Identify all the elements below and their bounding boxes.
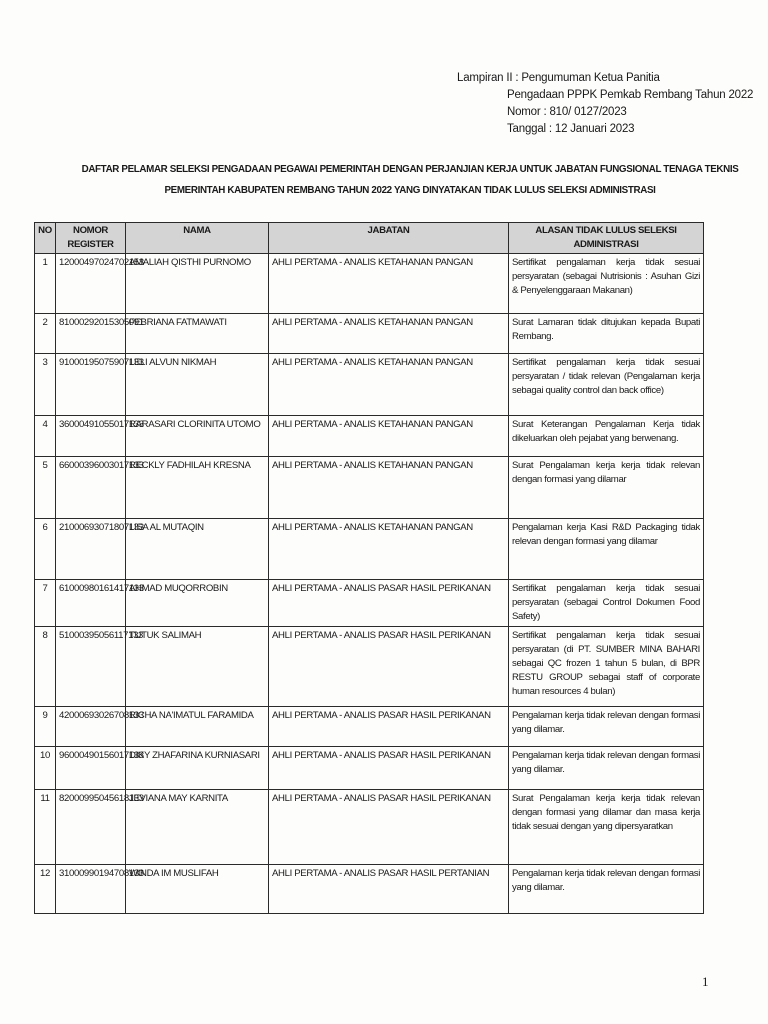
row-register: 31000990194708133 [56, 865, 126, 914]
header-alasan: ALASAN TIDAK LULUS SELEKSI ADMINISTRASI [509, 223, 704, 254]
row-no: 11 [35, 790, 56, 865]
row-nama: LISA AL MUTAQIN [126, 519, 269, 580]
row-register: 91000195075907133 [56, 354, 126, 416]
row-alasan: Pengalaman kerja tidak relevan dengan formasi yang dilamar. [509, 865, 704, 914]
row-register: 42000693026708133 [56, 707, 126, 747]
row-no: 7 [35, 580, 56, 627]
row-jabatan: AHLI PERTAMA - ANALIS KETAHANAN PANGAN [269, 354, 509, 416]
table-row [35, 314, 704, 354]
row-nama: RICHA NA'IMATUL FARAMIDA [126, 707, 269, 747]
row-jabatan: AHLI PERTAMA - ANALIS PASAR HASIL PERIKANAN [269, 707, 509, 747]
table-row [35, 790, 704, 865]
row-jabatan: AHLI PERTAMA - ANALIS KETAHANAN PANGAN [269, 457, 509, 519]
row-nama: LELI ALVUN NIKMAH [126, 354, 269, 416]
table-row [35, 707, 704, 747]
table-row [35, 416, 704, 457]
row-register: 66000396003017133 [56, 457, 126, 519]
row-no: 5 [35, 457, 56, 519]
table-row [35, 354, 704, 416]
row-alasan: Pengalaman kerja tidak relevan dengan formasi yang dilamar. [509, 747, 704, 790]
row-alasan: Surat Pengalaman kerja kerja tidak relevan dengan formasi yang dilamar dan masa kerja tidak sesuai dengan yang dipersyaratkan [509, 790, 704, 865]
row-register: 36000491055017133 [56, 416, 126, 457]
row-alasan: Pengalaman kerja Kasi R&D Packaging tidak relevan dengan formasi yang dilamar [509, 519, 704, 580]
table-row [35, 747, 704, 790]
row-jabatan: AHLI PERTAMA - ANALIS PASAR HASIL PERIKANAN [269, 790, 509, 865]
row-jabatan: AHLI PERTAMA - ANALIS PASAR HASIL PERIKANAN [269, 627, 509, 707]
header-nama: NAMA [126, 223, 269, 254]
row-jabatan: AHLI PERTAMA - ANALIS KETAHANAN PANGAN [269, 416, 509, 457]
row-jabatan: AHLI PERTAMA - ANALIS PASAR HASIL PERIKANAN [269, 747, 509, 790]
applicants-table [34, 222, 704, 914]
row-alasan: Sertifikat pengalaman kerja tidak sesuai persyaratan (di PT. SUMBER MINA BAHARI sebagai QC frozen 1 tahun 5 bulan, di BPR RESTU GROUP sebagai staff of corporate human resources 4 bulan) [509, 627, 704, 707]
row-no: 6 [35, 519, 56, 580]
row-no: 2 [35, 314, 56, 354]
row-no: 3 [35, 354, 56, 416]
header-register: NOMOR REGISTER [56, 223, 126, 254]
row-register: 12000497024702153 [56, 254, 126, 314]
row-register: 96000490156017133 [56, 747, 126, 790]
table-row [35, 254, 704, 314]
row-alasan: Pengalaman kerja tidak relevan dengan formasi yang dilamar. [509, 707, 704, 747]
page-number: 1 [702, 974, 709, 989]
table-row [35, 457, 704, 519]
table-row [35, 865, 704, 914]
row-alasan: Surat Pengalaman kerja kerja tidak relevan dengan formasi yang dilamar [509, 457, 704, 519]
row-register: 81000292015305091 [56, 314, 126, 354]
row-nama: AMALIAH QISTHI PURNOMO [126, 254, 269, 314]
row-no: 1 [35, 254, 56, 314]
row-jabatan: AHLI PERTAMA - ANALIS KETAHANAN PANGAN [269, 519, 509, 580]
attachment-line: Lampiran II : Pengumuman Ketua Panitia [457, 72, 660, 84]
row-alasan: Surat Keterangan Pengalaman Kerja tidak dikeluarkan oleh pejabat yang berwenang. [509, 416, 704, 457]
row-no: 8 [35, 627, 56, 707]
row-alasan: Sertifikat pengalaman kerja tidak sesuai persyaratan (sebagai Control Dokumen Food Safety) [509, 580, 704, 627]
document-title-line-2: PEMERINTAH KABUPATEN REMBANG TAHUN 2022 YANG DINYATAKAN TIDAK LULUS SELEKSI ADMINISTRASI [164, 185, 656, 196]
row-alasan: Sertifikat pengalaman kerja tidak sesuai persyaratan / tidak relevan (Pengalaman kerja sebagai quality control dan back office) [509, 354, 704, 416]
row-nama: TUTUK SALIMAH [126, 627, 269, 707]
row-alasan: Surat Lamaran tidak ditujukan kepada Bupati Rembang. [509, 314, 704, 354]
row-jabatan: AHLI PERTAMA - ANALIS KETAHANAN PANGAN [269, 314, 509, 354]
date-line: Tanggal : 12 Januari 2023 [507, 123, 635, 135]
row-register: 61000980161417133 [56, 580, 126, 627]
row-nama: WINDA IM MUSLIFAH [126, 865, 269, 914]
row-nama: AHMAD MUQORROBIN [126, 580, 269, 627]
row-nama: FEBRIANA FATMAWATI [126, 314, 269, 354]
row-no: 12 [35, 865, 56, 914]
table-row [35, 519, 704, 580]
procurement-line: Pengadaan PPPK Pemkab Rembang Tahun 2022 [507, 89, 754, 101]
row-jabatan: AHLI PERTAMA - ANALIS PASAR HASIL PERTANIAN [269, 865, 509, 914]
row-register: 21000693071807133 [56, 519, 126, 580]
row-no: 4 [35, 416, 56, 457]
row-nama: DIKY ZHAFARINA KURNIASARI [126, 747, 269, 790]
table-row [35, 627, 704, 707]
row-no: 10 [35, 747, 56, 790]
row-nama: JEVIANA MAY KARNITA [126, 790, 269, 865]
row-nama: RECKLY FADHILAH KRESNA [126, 457, 269, 519]
row-alasan: Sertifikat pengalaman kerja tidak sesuai persyaratan (sebagai Nutrisionis : Asuhan Gizi & Penyelenggaraan Makanan) [509, 254, 704, 314]
row-nama: RARASARI CLORINITA UTOMO [126, 416, 269, 457]
header-no: NO [35, 223, 56, 254]
table-header-row [35, 223, 704, 254]
row-register: 51000395056117133 [56, 627, 126, 707]
row-jabatan: AHLI PERTAMA - ANALIS PASAR HASIL PERIKANAN [269, 580, 509, 627]
document-title-line-1: DAFTAR PELAMAR SELEKSI PENGADAAN PEGAWAI PEMERINTAH DENGAN PERJANJIAN KERJA UNTUK JABATAN FUNGSIONAL TENAGA TEKNIS [81, 164, 739, 175]
row-jabatan: AHLI PERTAMA - ANALIS KETAHANAN PANGAN [269, 254, 509, 314]
table-row [35, 580, 704, 627]
row-register: 82000995045618133 [56, 790, 126, 865]
row-no: 9 [35, 707, 56, 747]
attachment-header [457, 70, 754, 138]
letter-number-line: Nomor : 810/ 0127/2023 [507, 106, 627, 118]
header-jabatan: JABATAN [269, 223, 509, 254]
